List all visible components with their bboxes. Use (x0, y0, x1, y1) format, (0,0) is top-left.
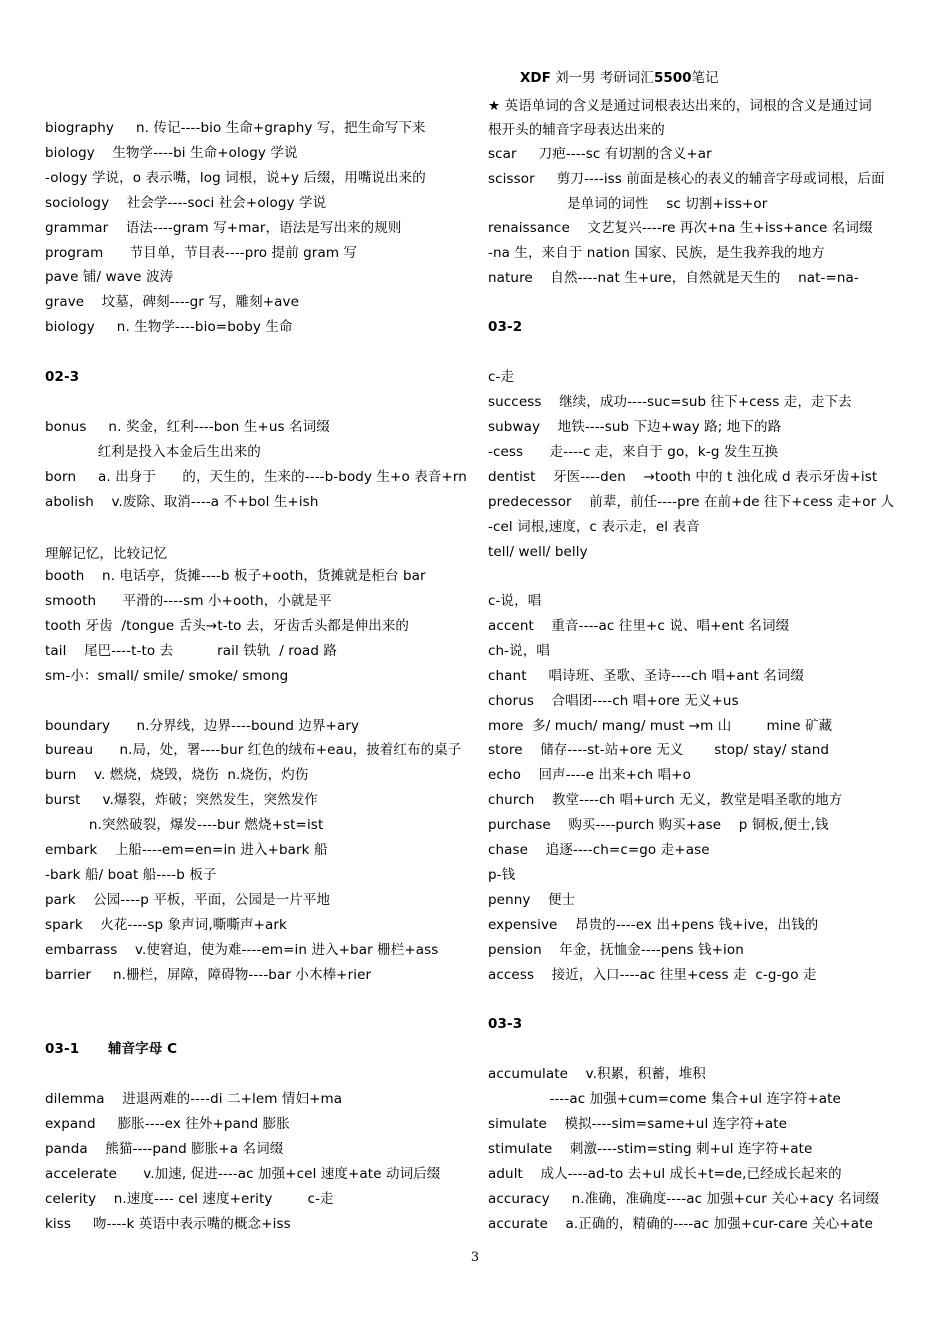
note-line: nature 自然----nat 生+ure，自然就是天生的 nat-=na- (488, 270, 859, 286)
note-line: dilemma 进退两难的----di 二+lem 情妇+ma (45, 1091, 343, 1107)
note-line: renaissance 文艺复兴----re 再次+na 生+iss+ance 名词缀 (488, 220, 873, 236)
header-author: 刘一男 考研词汇 (555, 70, 654, 86)
note-line: 根开头的辅音字母表达出来的 (488, 122, 665, 138)
note-line: expensive 昂贵的----ex 出+pens 钱+ive，出钱的 (488, 917, 819, 933)
note-line: burn v. 燃烧，烧毁，烧伤 n.烧伤，灼伤 (45, 767, 309, 783)
note-line: 理解记忆，比较记忆 (45, 546, 168, 562)
note-line: abolish v.废除、取消----a 不+bol 生+ish (45, 494, 319, 510)
note-line: grave 坟墓，碑刻----gr 写，雕刻+ave (45, 294, 300, 310)
note-line: pension 年金，抚恤金----pens 钱+ion (488, 942, 744, 958)
note-line: born a. 出身于 的，天生的，生来的----b-body 生+o 表音+rn (45, 469, 467, 485)
note-line: accent 重音----ac 往里+c 说、唱+ent 名词缀 (488, 618, 790, 634)
section-heading: 03-1 辅音字母 C (45, 1041, 178, 1057)
note-line: chase 追逐----ch=c=go 走+ase (488, 842, 710, 858)
note-line: scissor 剪刀----iss 前面是核心的表义的辅音字母或词根，后面 (488, 171, 885, 187)
note-line: -na 生，来自于 nation 国家、民族，是生我养我的地方 (488, 245, 825, 261)
note-line: church 教堂----ch 唱+urch 无义，教堂是唱圣歌的地方 (488, 792, 843, 808)
header-count: 5500 (653, 70, 692, 86)
note-line: park 公园----p 平板，平面，公园是一片平地 (45, 892, 331, 908)
note-line: success 继续，成功----suc=sub 往下+cess 走，走下去 (488, 394, 852, 410)
note-line: c-走 (488, 369, 515, 385)
note-line: 是单词的词性 sc 切割+iss+or (488, 196, 768, 212)
note-line: subway 地铁----sub 下边+way 路; 地下的路 (488, 419, 782, 435)
note-line: scar 刀疤----sc 有切割的含义+ar (488, 146, 712, 162)
note-line: -cess 走----c 走，来自于 go，k-g 发生互换 (488, 444, 779, 460)
note-line: tail 尾巴----t-to 去 rail 铁轨 / road 路 (45, 643, 338, 659)
note-line: biology n. 生物学----bio=boby 生命 (45, 319, 293, 335)
header-suffix: 笔记 (691, 70, 719, 86)
note-line: pave 铺/ wave 波涛 (45, 269, 174, 285)
note-line: sociology 社会学----soci 社会+ology 学说 (45, 195, 327, 211)
note-line: adult 成人----ad-to 去+ul 成长+t=de,已经成长起来的 (488, 1166, 842, 1182)
note-line: n.突然破裂，爆发----bur 燃烧+st=ist (45, 817, 324, 833)
note-line: bonus n. 奖金，红利----bon 生+us 名词缀 (45, 419, 330, 435)
note-line: biology 生物学----bi 生命+ology 学说 (45, 145, 298, 161)
note-line: smooth 平滑的----sm 小+ooth，小就是平 (45, 593, 332, 609)
note-line: stimulate 刺激----stim=sting 刺+ul 连字符+ate (488, 1141, 813, 1157)
note-line: program 节目单，节目表----pro 提前 gram 写 (45, 245, 358, 261)
note-line: accelerate v.加速, 促进----ac 加强+cel 速度+ate 动词后缀 (45, 1166, 441, 1182)
note-line: celerity n.速度---- cel 速度+erity c-走 (45, 1191, 334, 1207)
note-line: embark 上船----em=en=in 进入+bark 船 (45, 842, 328, 858)
note-line: bureau n.局，处，署----bur 红色的绒布+eau，披着红布的桌子 (45, 742, 462, 758)
note-line: echo 回声----e 出来+ch 唱+o (488, 767, 691, 783)
note-line: ch-说，唱 (488, 643, 550, 659)
note-line: spark 火花----sp 象声词,嘶嘶声+ark (45, 917, 287, 933)
note-line: store 储存----st-站+ore 无义 stop/ stay/ stand (488, 742, 830, 758)
note-line: biography n. 传记----bio 生命+graphy 写，把生命写下来 (45, 120, 426, 136)
note-line: kiss 吻----k 英语中表示嘴的概念+iss (45, 1216, 291, 1232)
note-line: boundary n.分界线，边界----bound 边界+ary (45, 718, 360, 734)
note-line: tooth 牙齿 /tongue 舌头→t-to 去，牙齿舌头都是伸出来的 (45, 618, 410, 634)
note-line: embarrass v.使窘迫，使为难----em=in 进入+bar 栅栏+ass (45, 942, 439, 958)
note-line: penny 便士 (488, 892, 576, 908)
note-line: more 多/ much/ mang/ must →m 山 mine 矿藏 (488, 718, 833, 734)
note-line: -cel 词根,速度，c 表示走，el 表音 (488, 519, 700, 535)
note-line: booth n. 电话亭，货摊----b 板子+ooth，货摊就是柜台 bar (45, 568, 426, 584)
note-line: panda 熊猫----pand 膨胀+a 名词缀 (45, 1141, 284, 1157)
note-line: accurate a.正确的，精确的----ac 加强+cur-care 关心+ate (488, 1216, 873, 1232)
note-line: chorus 合唱团----ch 唱+ore 无义+us (488, 693, 739, 709)
note-line: accumulate v.积累，积蓄，堆积 (488, 1066, 706, 1082)
page-header (520, 69, 780, 87)
note-line: dentist 牙医----den →tooth 中的 t 浊化成 d 表示牙齿+ist (488, 469, 878, 485)
note-line: -bark 船/ boat 船----b 板子 (45, 867, 217, 883)
note-line: predecessor 前辈，前任----pre 在前+de 往下+cess 走+or 人 (488, 494, 895, 510)
page-number: 3 (470, 1250, 480, 1265)
header-brand: XDF (520, 70, 551, 86)
note-line: chant 唱诗班、圣歌、圣诗----ch 唱+ant 名词缀 (488, 668, 805, 684)
note-line: tell/ well/ belly (488, 544, 588, 560)
note-line: burst v.爆裂，炸破；突然发生，突然发作 (45, 792, 318, 808)
note-line: c-说，唱 (488, 593, 542, 609)
note-line: sm-小：small/ smile/ smoke/ smong (45, 668, 289, 684)
note-line: purchase 购买----purch 购买+ase p 铜板,便士,钱 (488, 817, 829, 833)
note-line: p-钱 (488, 867, 516, 883)
note-line: access 接近，入口----ac 往里+cess 走 c-g-go 走 (488, 967, 817, 983)
section-heading: 03-3 (488, 1016, 523, 1032)
note-line: simulate 模拟----sim=same+ul 连字符+ate (488, 1116, 788, 1132)
note-line: grammar 语法----gram 写+mar，语法是写出来的规则 (45, 220, 402, 236)
section-heading: 03-2 (488, 319, 523, 335)
note-line: barrier n.栅栏，屏障，障碍物----bar 小木棒+rier (45, 967, 372, 983)
note-line: expand 膨胀----ex 往外+pand 膨胀 (45, 1116, 290, 1132)
note-line: accuracy n.准确，准确度----ac 加强+cur 关心+acy 名词缀 (488, 1191, 880, 1207)
note-line: -ology 学说，o 表示嘴，log 词根，说+y 后缀，用嘴说出来的 (45, 170, 426, 186)
note-line: ★ 英语单词的含义是通过词根表达出来的，词根的含义是通过词 (488, 98, 872, 114)
note-line: 红利是投入本金后生出来的 (45, 444, 261, 460)
section-heading: 02-3 (45, 369, 80, 385)
note-line: ----ac 加强+cum=come 集合+ul 连字符+ate (488, 1091, 841, 1107)
